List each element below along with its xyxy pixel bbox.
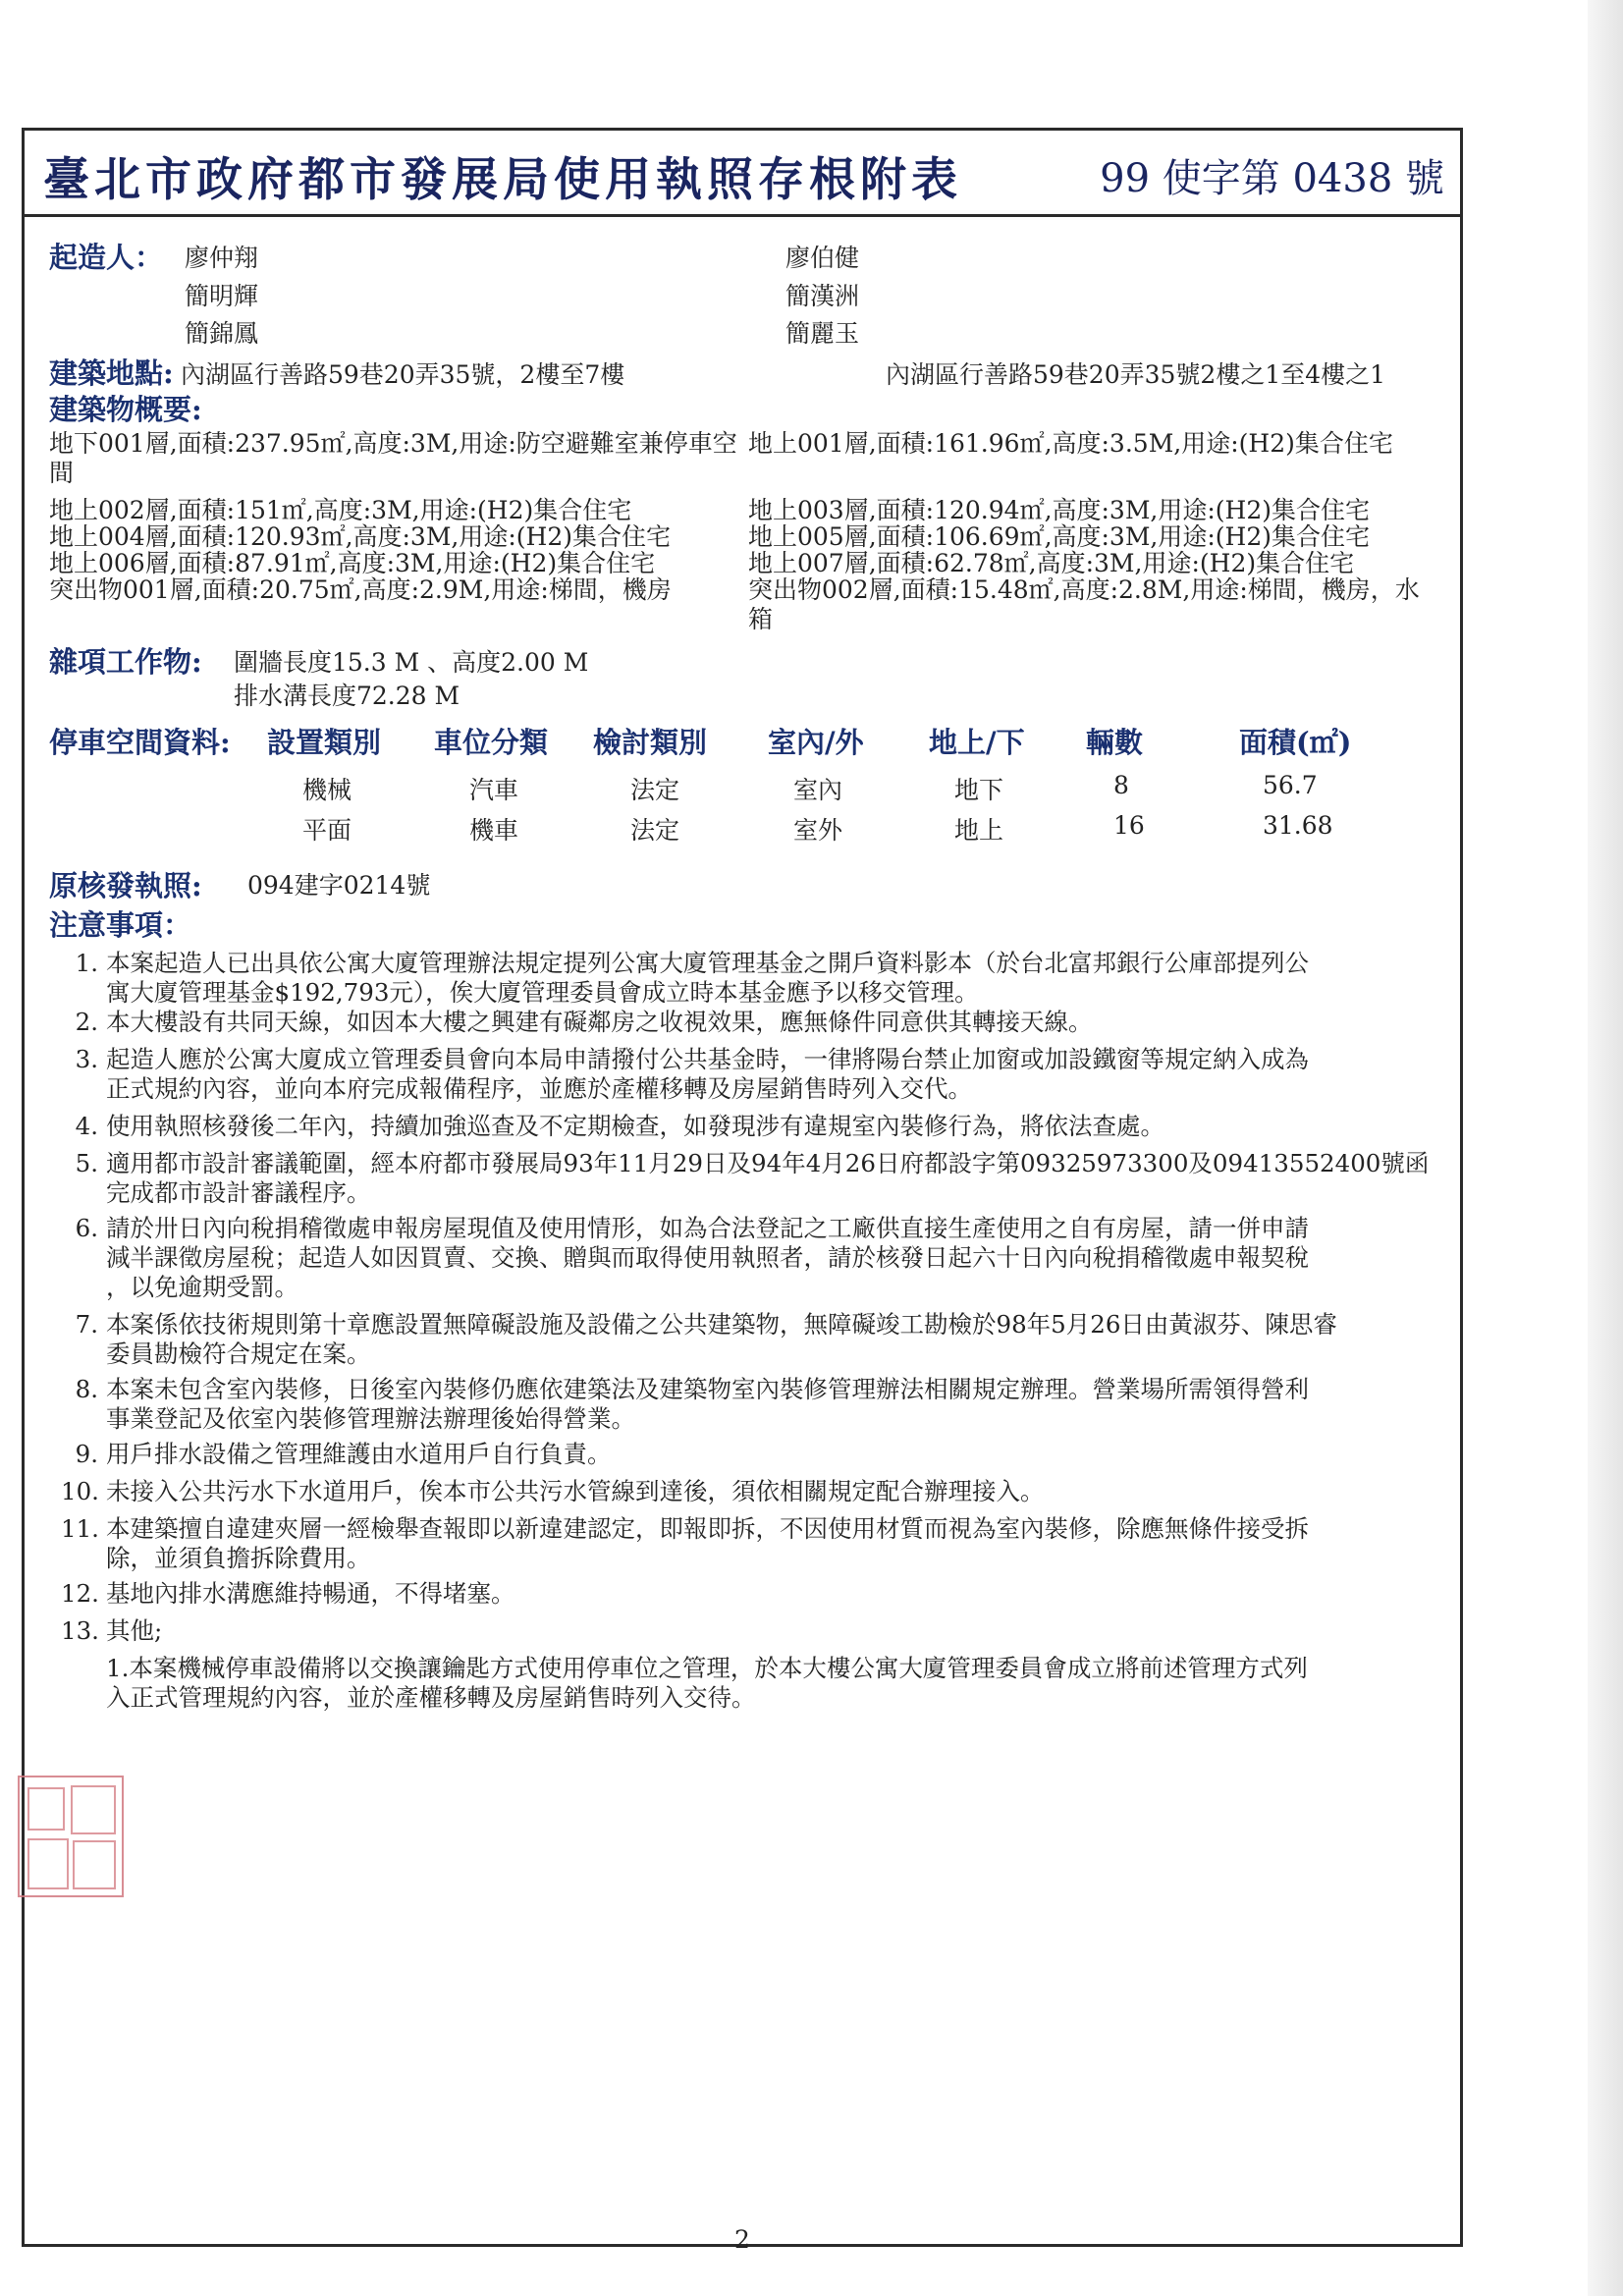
parking-cell: 31.68 [1263, 811, 1333, 840]
parking-col-header: 室內/外 [768, 726, 864, 759]
notice-line: ，以免逾期受罰。 [106, 1273, 298, 1301]
notice-line: 正式規約內容，並向本府完成報備程序，並應於產權移轉及房屋銷售時列入交代。 [106, 1074, 972, 1103]
notices-label: 注意事項： [49, 908, 192, 942]
parking-label: 停車空間資料: [49, 726, 231, 759]
notice-line: 其他; [106, 1616, 163, 1645]
notice-line: 未接入公共污水下水道用戶，俟本市公共污水管線到達後，須依相關規定配合辦理接入。 [106, 1477, 1045, 1505]
floor-entry: 地下001層,面積:237.95㎡,高度:3M,用途:防空避難室兼停車空 [49, 429, 737, 458]
notice-number: 12. [61, 1579, 99, 1608]
floor-entry: 箱 [748, 605, 774, 633]
notice-line: 除，並須負擔拆除費用。 [106, 1544, 371, 1572]
notice-number: 4. [75, 1112, 98, 1140]
floor-entry: 地上001層,面積:161.96㎡,高度:3.5M,用途:(H2)集合住宅 [748, 429, 1393, 458]
page-number: 2 [734, 2225, 750, 2254]
applicant-name: 廖伯健 [785, 244, 860, 272]
floor-entry: 突出物001層,面積:20.75㎡,高度:2.9M,用途:梯間，機房 [49, 575, 672, 604]
notice-line: 使用執照核發後二年內，持續加強巡查及不定期檢查，如發現涉有違規室內裝修行為，將依法查處。 [106, 1112, 1164, 1140]
notice-number: 5. [75, 1149, 98, 1177]
parking-cell: 16 [1113, 811, 1145, 840]
applicant-name: 簡漢洲 [785, 282, 860, 310]
notice-number: 2. [75, 1008, 98, 1036]
notice-number: 10. [61, 1477, 99, 1505]
notice-number: 6. [75, 1214, 98, 1242]
parking-cell: 法定 [630, 816, 680, 845]
notice-line: 寓大廈管理基金$192,793元），俟大廈管理委員會成立時本基金應予以移交管理。 [106, 978, 979, 1007]
misc-works-label: 雜項工作物: [49, 645, 202, 679]
floor-entry: 地上003層,面積:120.94㎡,高度:3M,用途:(H2)集合住宅 [748, 496, 1371, 524]
notice-line: 請於卅日內向稅捐稽徵處申報房屋現值及使用情形，如為合法登記之工廠供直接生產使用之自有房屋，請一併申請 [106, 1214, 1309, 1242]
parking-col-header: 輛數 [1086, 726, 1144, 759]
floor-entry: 突出物002層,面積:15.48㎡,高度:2.8M,用途:梯間，機房，水 [748, 575, 1420, 604]
notice-number: 9. [75, 1440, 98, 1468]
notice-line: 本大樓設有共同天線，如因本大樓之興建有礙鄰房之收視效果，應無條件同意供其轉接天線。 [106, 1008, 1093, 1036]
notice-number: 7. [75, 1310, 98, 1339]
site-address-right: 內湖區行善路59巷20弄35號2樓之1至4樓之1 [886, 360, 1386, 389]
notice-sub-line: 1.本案機械停車設備將以交換讓鑰匙方式使用停車位之管理，於本大樓公寓大廈管理委員會成立將前述管理方式列 [106, 1654, 1308, 1682]
parking-col-header: 設置類別 [267, 726, 382, 759]
floor-entry: 地上005層,面積:106.69㎡,高度:3M,用途:(H2)集合住宅 [748, 522, 1371, 551]
notice-line: 用戶排水設備之管理維護由水道用戶自行負責。 [106, 1440, 612, 1468]
notice-number: 8. [75, 1375, 98, 1403]
notice-number: 1. [75, 949, 98, 977]
applicant-name: 簡錦鳳 [185, 319, 259, 348]
applicants-label: 起造人： [49, 241, 164, 274]
header-divider [22, 214, 1463, 217]
notice-line: 本建築擅自違建夾層一經檢舉查報即以新違建認定，即報即拆，不因使用材質而視為室內裝修，除應無條件接受拆 [106, 1514, 1309, 1543]
notice-line: 起造人應於公寓大廈成立管理委員會向本局申請撥付公共基金時，一律將陽台禁止加窗或加設鐵窗等規定納入成為 [106, 1045, 1309, 1073]
parking-cell: 室外 [793, 816, 843, 845]
parking-cell: 地上 [954, 816, 1004, 845]
misc-works-line: 排水溝長度72.28 M [234, 682, 460, 710]
parking-cell: 56.7 [1263, 771, 1318, 799]
floor-entry: 地上006層,面積:87.91㎡,高度:3M,用途:(H2)集合住宅 [49, 549, 656, 577]
original-permit-label: 原核發執照: [49, 869, 202, 902]
floor-entry: 間 [49, 459, 75, 487]
applicant-name: 簡麗玉 [785, 319, 860, 348]
notice-line: 完成都市設計審議程序。 [106, 1178, 371, 1207]
parking-col-header: 車位分類 [434, 726, 549, 759]
notice-number: 3. [75, 1045, 98, 1073]
applicant-name: 簡明輝 [185, 282, 259, 310]
floor-entry: 地上004層,面積:120.93㎡,高度:3M,用途:(H2)集合住宅 [49, 522, 672, 551]
notice-line: 適用都市設計審議範圍，經本府都市發展局93年11月29日及94年4月26日府都設字第09325973300及09413552400號函 [106, 1149, 1430, 1177]
permit-number: 99 使字第 0438 號 [1100, 156, 1444, 201]
parking-cell: 機車 [469, 816, 519, 845]
applicant-name: 廖仲翔 [185, 244, 259, 272]
notice-line: 事業登記及依室內裝修管理辦法辦理後始得營業。 [106, 1404, 635, 1433]
original-permit-value: 094建字0214號 [247, 871, 431, 900]
notice-number: 13. [61, 1616, 99, 1645]
floor-entry: 地上002層,面積:151㎡,高度:3M,用途:(H2)集合住宅 [49, 496, 632, 524]
scan-edge [1588, 0, 1623, 2296]
floor-entry: 地上007層,面積:62.78㎡,高度:3M,用途:(H2)集合住宅 [748, 549, 1355, 577]
notice-line: 本案係依技術規則第十章應設置無障礙設施及設備之公共建築物，無障礙竣工勘檢於98年5月26日由黃淑芬、陳思睿 [106, 1310, 1337, 1339]
site-label: 建築地點: [49, 356, 174, 390]
parking-cell: 室內 [793, 776, 843, 804]
notice-line: 本案未包含室內裝修，日後室內裝修仍應依建築法及建築物室內裝修管理辦法相關規定辦理。營業場所需領得營利 [106, 1375, 1309, 1403]
parking-col-header: 地上/下 [929, 726, 1025, 759]
parking-cell: 平面 [302, 816, 352, 845]
parking-col-header: 面積(㎡) [1239, 726, 1352, 759]
site-address-left: 內湖區行善路59巷20弄35號，2樓至7樓 [181, 360, 625, 389]
notice-line: 本案起造人已出具依公寓大廈管理辦法規定提列公寓大廈管理基金之開戶資料影本（於台北富邦銀行公庫部提列公 [106, 949, 1309, 977]
parking-cell: 地下 [954, 776, 1004, 804]
notice-number: 11. [61, 1514, 99, 1543]
notice-line: 基地內排水溝應維持暢通，不得堵塞。 [106, 1579, 515, 1608]
parking-cell: 8 [1113, 771, 1129, 799]
parking-cell: 法定 [630, 776, 680, 804]
parking-cell: 汽車 [469, 776, 519, 804]
notice-sub-line: 入正式管理規約內容，並於產權移轉及房屋銷售時列入交待。 [106, 1683, 756, 1712]
notice-line: 減半課徵房屋稅；起造人如因買賣、交換、贈與而取得使用執照者，請於核發日起六十日內向稅捐稽徵處申報契稅 [106, 1243, 1309, 1272]
building-summary-label: 建築物概要: [49, 393, 202, 426]
official-seal-stamp [18, 1776, 124, 1897]
parking-cell: 機械 [302, 776, 352, 804]
notice-line: 委員勘檢符合規定在案。 [106, 1339, 371, 1368]
parking-col-header: 檢討類別 [593, 726, 708, 759]
document-title: 臺北市政府都市發展局使用執照存根附表 [43, 153, 962, 207]
misc-works-line: 圍牆長度15.3 M 、高度2.00 M [234, 648, 589, 677]
